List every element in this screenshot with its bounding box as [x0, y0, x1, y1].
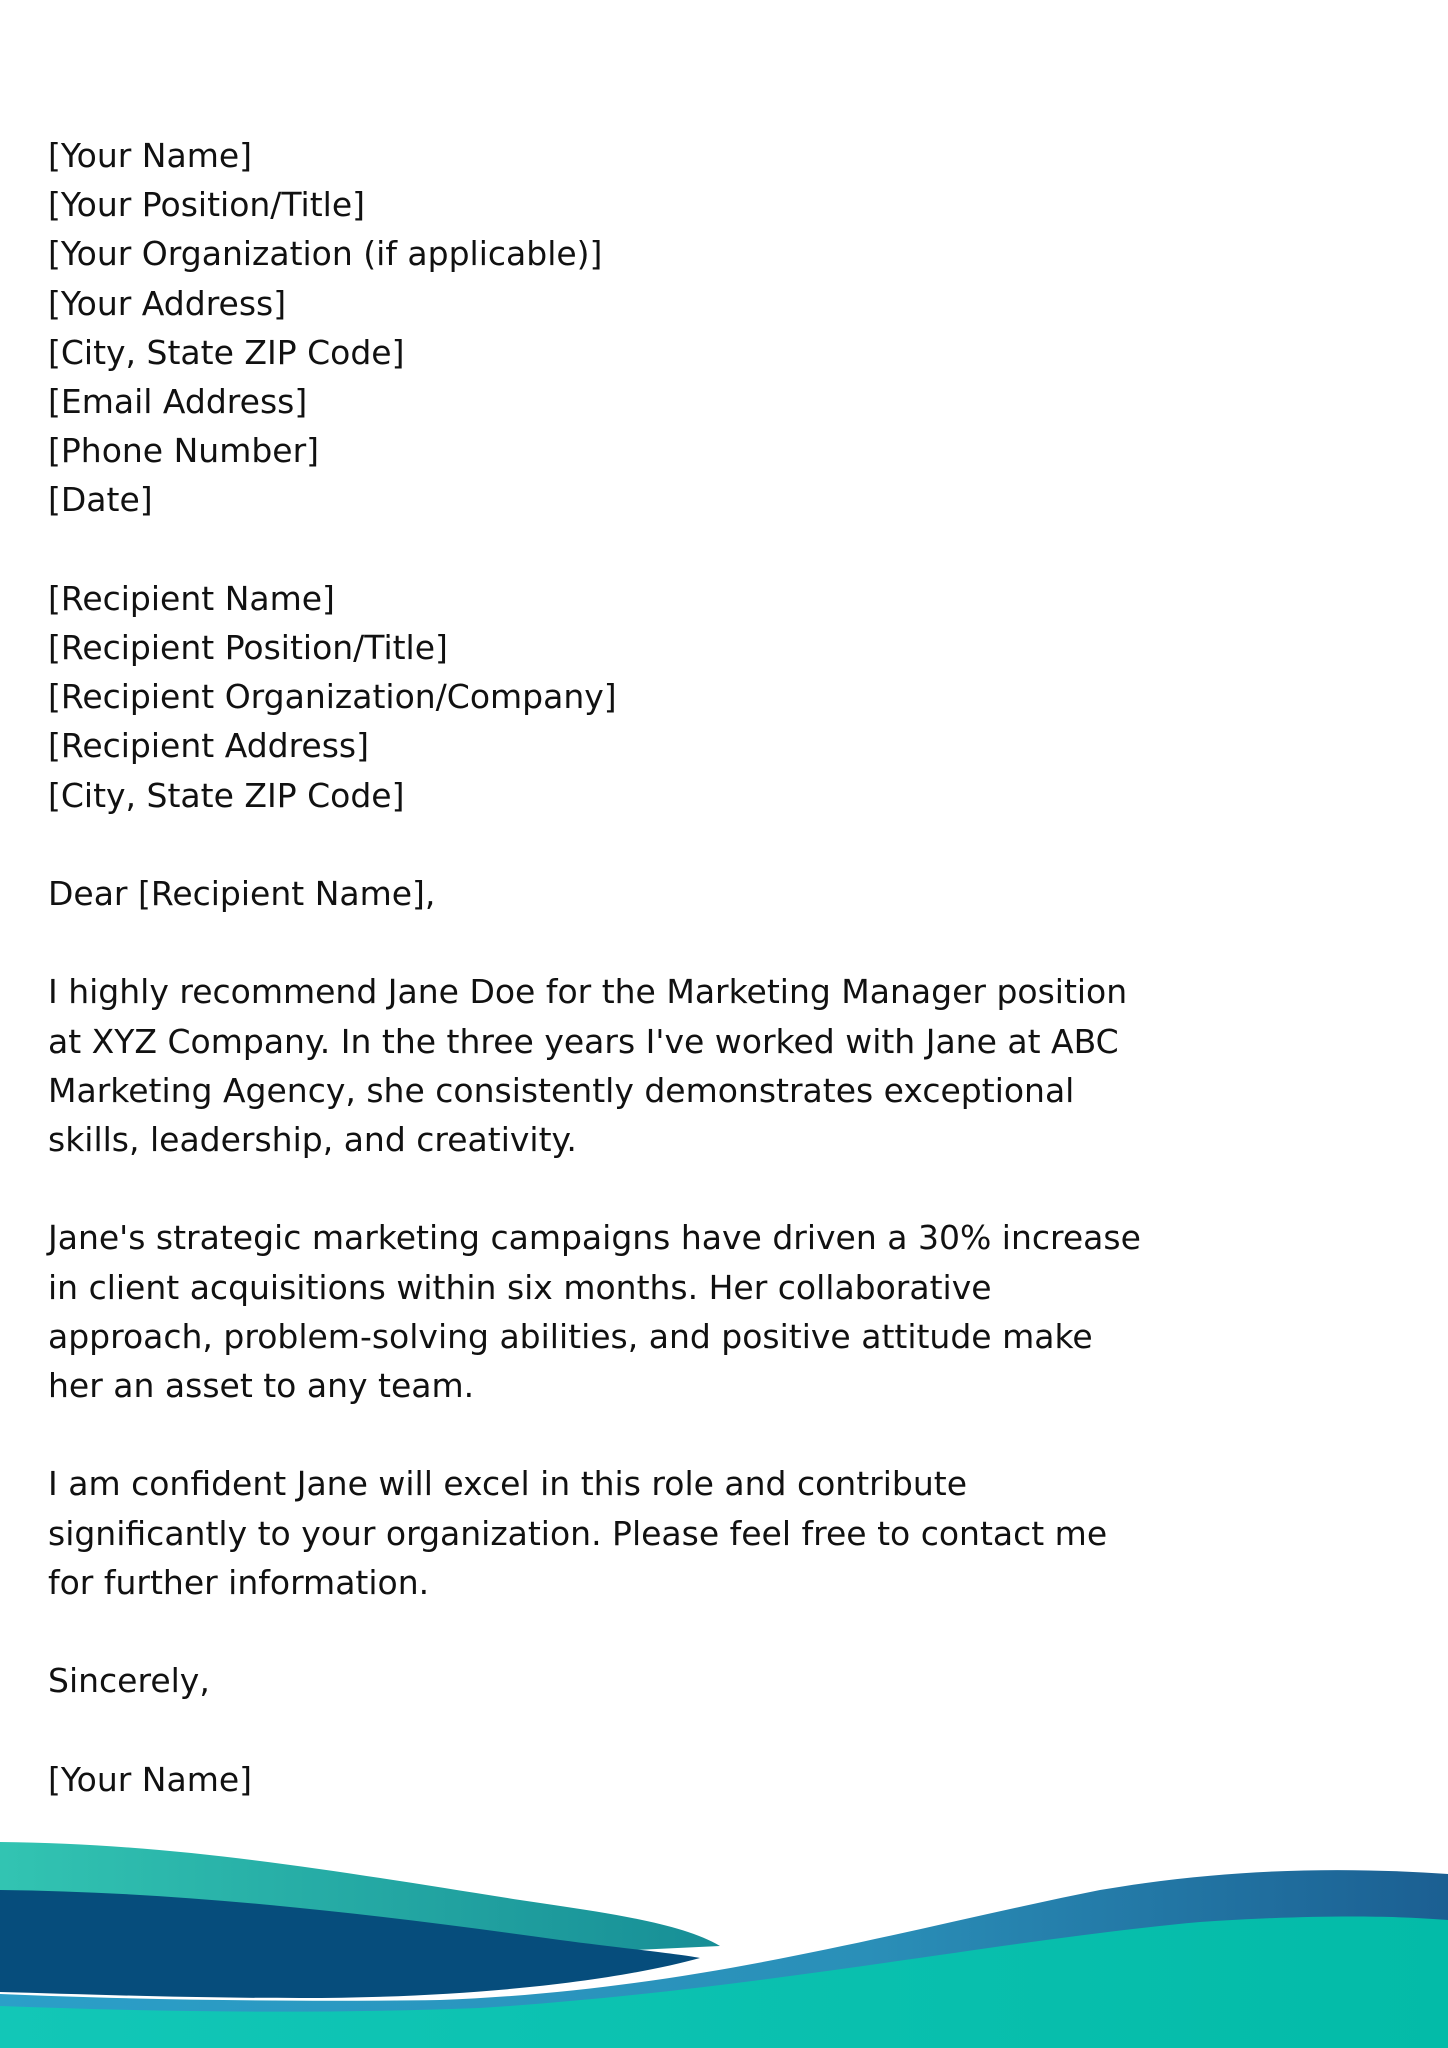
- body-paragraph-3: [48, 1459, 1188, 1607]
- closing-text: Sincerely,: [48, 1661, 210, 1701]
- sender-address: [Your Address]: [48, 283, 287, 323]
- body-paragraph-2: [48, 1213, 1188, 1410]
- sender-position: [Your Position/Title]: [48, 185, 366, 225]
- letter: [48, 131, 1188, 1804]
- paragraph-line: significantly to your organization. Please feel free to contact me: [48, 1513, 1108, 1553]
- salutation: [48, 869, 1188, 918]
- sender-city-state-zip: [City, State ZIP Code]: [48, 332, 405, 372]
- salutation-text: Dear [Recipient Name],: [48, 874, 436, 914]
- sender-name: [Your Name]: [48, 136, 253, 175]
- letter-date: [Date]: [48, 480, 153, 520]
- recipient-city-state-zip: [City, State ZIP Code]: [48, 775, 405, 815]
- paragraph-line: at XYZ Company. In the three years I've worked with Jane at ABC: [48, 1021, 1119, 1061]
- spacer: [48, 1705, 1188, 1754]
- paragraph-line: skills, leadership, and creativity.: [48, 1120, 577, 1160]
- paragraph-line: I highly recommend Jane Doe for the Marketing Manager position: [48, 972, 1128, 1012]
- paragraph-line: I am confident Jane will excel in this role and contribute: [48, 1464, 968, 1504]
- recipient-organization: [Recipient Organization/Company]: [48, 677, 617, 717]
- sender-phone: [Phone Number]: [48, 431, 320, 471]
- spacer: [48, 820, 1188, 869]
- paragraph-line: for further information.: [48, 1562, 430, 1602]
- paragraph-line: Jane's strategic marketing campaigns have driven a 30% increase: [48, 1218, 1141, 1258]
- footer-wave-decoration: [0, 1830, 1448, 2048]
- recipient-name: [Recipient Name]: [48, 578, 335, 618]
- spacer: [48, 1607, 1188, 1656]
- sender-email: [Email Address]: [48, 382, 308, 422]
- spacer: [48, 525, 1188, 574]
- recipient-position: [Recipient Position/Title]: [48, 628, 448, 668]
- paragraph-line: in client acquisitions within six months. Her collaborative: [48, 1267, 992, 1307]
- closing: [48, 1656, 1188, 1705]
- body-paragraph-1: [48, 967, 1188, 1164]
- signature-name: [Your Name]: [48, 1759, 253, 1799]
- recipient-block: [48, 574, 1188, 820]
- paragraph-line: approach, problem-solving abilities, and positive attitude make: [48, 1316, 1093, 1356]
- recipient-address: [Recipient Address]: [48, 726, 369, 766]
- paragraph-line: Marketing Agency, she consistently demonstrates exceptional: [48, 1070, 1075, 1110]
- spacer: [48, 1410, 1188, 1459]
- paragraph-line: her an asset to any team.: [48, 1366, 475, 1406]
- spacer: [48, 1164, 1188, 1213]
- signature: [48, 1755, 1188, 1804]
- sender-block: [48, 131, 1188, 525]
- spacer: [48, 918, 1188, 967]
- sender-organization: [Your Organization (if applicable)]: [48, 234, 603, 274]
